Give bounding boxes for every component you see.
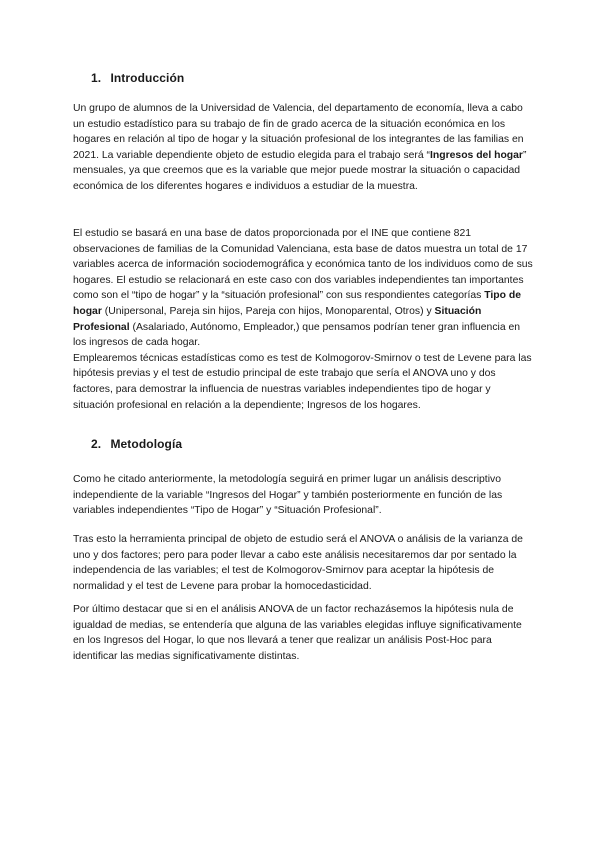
section-heading-metodologia	[91, 437, 182, 451]
intro-paragraph-1	[73, 101, 533, 195]
text-run: ” mensuales, ya que creemos que es la variable que mejor puede mostrar la situación o capacidad económica de los diferentes hogares e individuos a estudiar de la muestra.	[73, 149, 527, 192]
text-run: Emplearemos técnicas estadísticas como es test de Kolmogorov-Smirnov o test de Levene para las hipótesis previas y el test de estudio principal de este trabajo que sería el ANOVA uno y dos factores, para demostrar la influencia de nuestras variables independientes tipo de hogar y situación profesional en relación a la dependiente; Ingresos de los hogares.	[73, 352, 532, 411]
method-paragraph-2: Tras esto la herramienta principal de objeto de estudio será el ANOVA o análisis de la varianza de uno y dos factores; pero para poder llevar a cabo este análisis necesitaremos dar por sentado la independencia de las variables; el test de Kolmogorov-Smirnov para aceptar la hipótesis de normalidad y el test de Levene para probar la homocedasticidad.	[73, 534, 523, 592]
bold-term-ingresos-del-hogar: Ingresos del hogar	[430, 149, 523, 161]
method-paragraph-3: Por último destacar que si en el análisis ANOVA de un factor rechazásemos la hipótesis nula de igualdad de medias, se entendería que alguna de las variables elegidas influye significativamente en los Ingresos del Hogar, lo que nos llevará a tener que realizar un análisis Post-Hoc para identificar las medias significativamente distintas.	[73, 604, 522, 662]
method-paragraph-1: Como he citado anteriormente, la metodología seguirá en primer lugar un análisis descriptivo independiente de la variable “Ingresos del Hogar” y también posteriormente en función de las variables independientes “Tipo de Hogar” y “Situación Profesional”.	[73, 474, 503, 517]
section-title: Introducción	[110, 71, 185, 85]
bold-term-tipo-de-hogar: Tipo de hogar	[73, 290, 521, 317]
section-heading-introduccion	[91, 71, 184, 85]
intro-paragraph-2	[73, 226, 533, 413]
text-run: El estudio se basará en una base de datos proporcionada por el INE que contiene 821 observaciones de familias de la Comunidad Valenciana, esta base de datos muestra un total de 17 variables acerca de información sociodemográfica y económica tanto de los individuos como de sus hogares. El estudio se relacionará en este caso con dos variables independientes tan importantes como son el “tipo de hogar” y la “situación profesional” con sus respondientes categorías	[73, 228, 533, 302]
text-run: (Asalariado, Autónomo, Empleador,) que pensamos podrían tener gran influencia en los ingresos de cada hogar.	[73, 321, 521, 349]
section-number: 1.	[91, 71, 102, 85]
bold-term-situacion-profesional: Situación Profesional	[73, 305, 482, 333]
section-title: Metodología	[110, 437, 183, 451]
text-run: Un grupo de alumnos de la Universidad de Valencia, del departamento de economía, lleva a cabo un estudio estadístico para su trabajo de fin de grado acerca de la situación económica en los hogares en relación al tipo de hogar y la situación profesional de los integrantes de las familias en 2021. La variable dependiente objeto de estudio elegida para el trabajo será “	[73, 103, 524, 161]
section-number: 2.	[91, 437, 102, 451]
text-run: (Unipersonal, Pareja sin hijos, Pareja con hijos, Monoparental, Otros) y	[101, 305, 435, 317]
